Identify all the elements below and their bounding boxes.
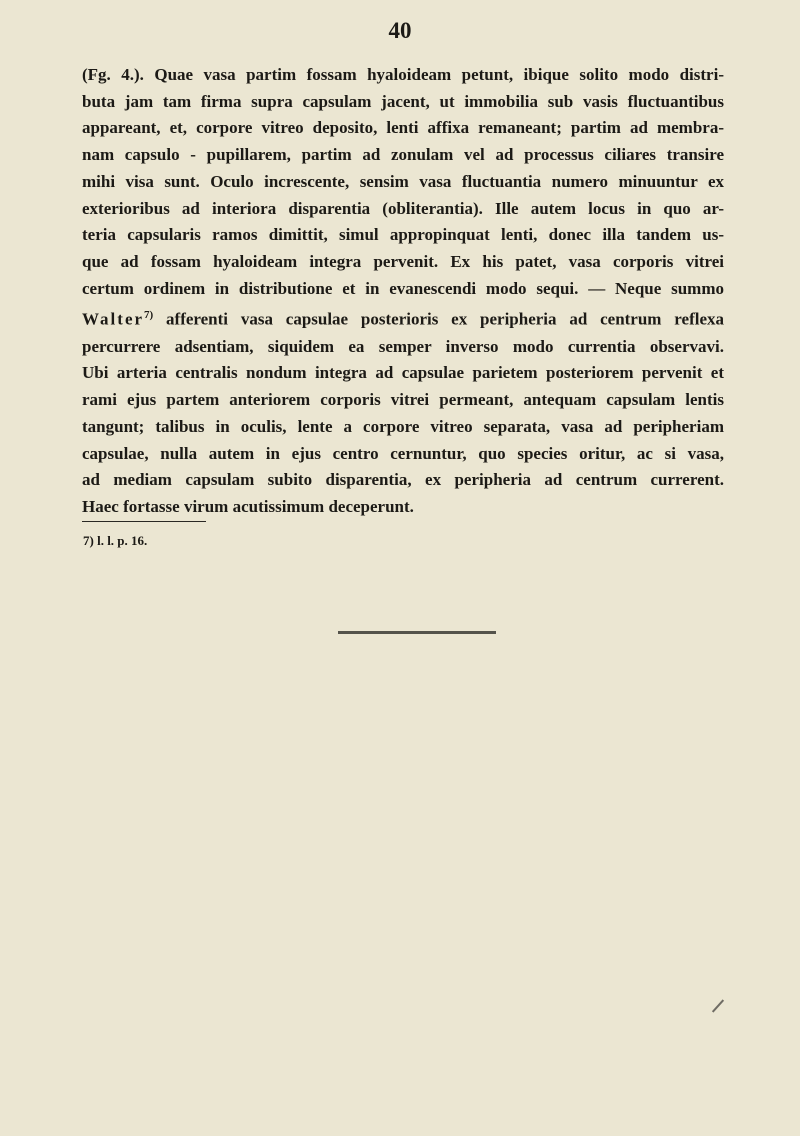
text-line: capsulae, nulla autem in ejus centro cernuntur, quo species oritur, ac si vasa,: [82, 443, 724, 463]
footnote-divider: [82, 521, 206, 522]
text-line: teria capsularis ramos dimittit, simul appropinquat lenti, donec illa tandem us-: [82, 225, 724, 245]
text-fragment: afferenti vasa capsulae posterioris ex peripheria ad centrum reflexa: [153, 309, 724, 329]
main-paragraph: [82, 62, 724, 521]
text-line: exterioribus ad interiora disparentia (obliterantia). Ille autem locus in quo ar-: [82, 198, 724, 218]
text-line: tangunt; talibus in oculis, lente a corpore vitreo separata, vasa ad peripheriam: [82, 416, 724, 436]
text-line: ad mediam capsulam subito disparentia, ex peripheria ad centrum currerent.: [82, 470, 724, 490]
text-line: (Fg. 4.). Quae vasa partim fossam hyaloideam petunt, ibique solito modo distri-: [82, 65, 724, 84]
text-line: percurrere adsentiam, siquidem ea semper inverso modo currentia observavi.: [82, 336, 724, 356]
text-line: que ad fossam hyaloideam integra pervenit. Ex his patet, vasa corporis vitrei: [82, 251, 724, 271]
text-line: nam capsulo - pupillarem, partim ad zonulam vel ad processus ciliares transire: [82, 145, 724, 165]
text-line-walter: [82, 302, 724, 333]
footnote: 7) l. l. p. 16.: [83, 533, 148, 548]
page-number: 40: [388, 18, 412, 43]
footnote-reference: 7): [144, 309, 154, 322]
text-line: mihi visa sunt. Oculo increscente, sensim vasa fluctuantia numero minuuntur ex: [82, 171, 724, 191]
text-line: rami ejus partem anteriorem corporis vitrei permeant, antequam capsulam lentis: [82, 390, 724, 410]
text-line: Ubi arteria centralis nondum integra ad capsulae parietem posteriorem pervenit et: [82, 363, 724, 383]
text-line: certum ordinem in distributione et in evanescendi modo sequi. — Neque summo: [82, 278, 724, 298]
pencil-mark: [712, 999, 724, 1012]
text-line: appareant, et, corpore vitreo deposito, lenti affixa remaneant; partim ad membra-: [82, 118, 724, 138]
text-line: buta jam tam firma supra capsulam jacent, ut immobilia sub vasis fluctuantibus: [82, 91, 724, 111]
text-line-last: Haec fortasse virum acutissimum deceperunt.: [82, 496, 414, 516]
author-name: Walter: [82, 309, 145, 329]
printed-rule: [338, 631, 496, 634]
